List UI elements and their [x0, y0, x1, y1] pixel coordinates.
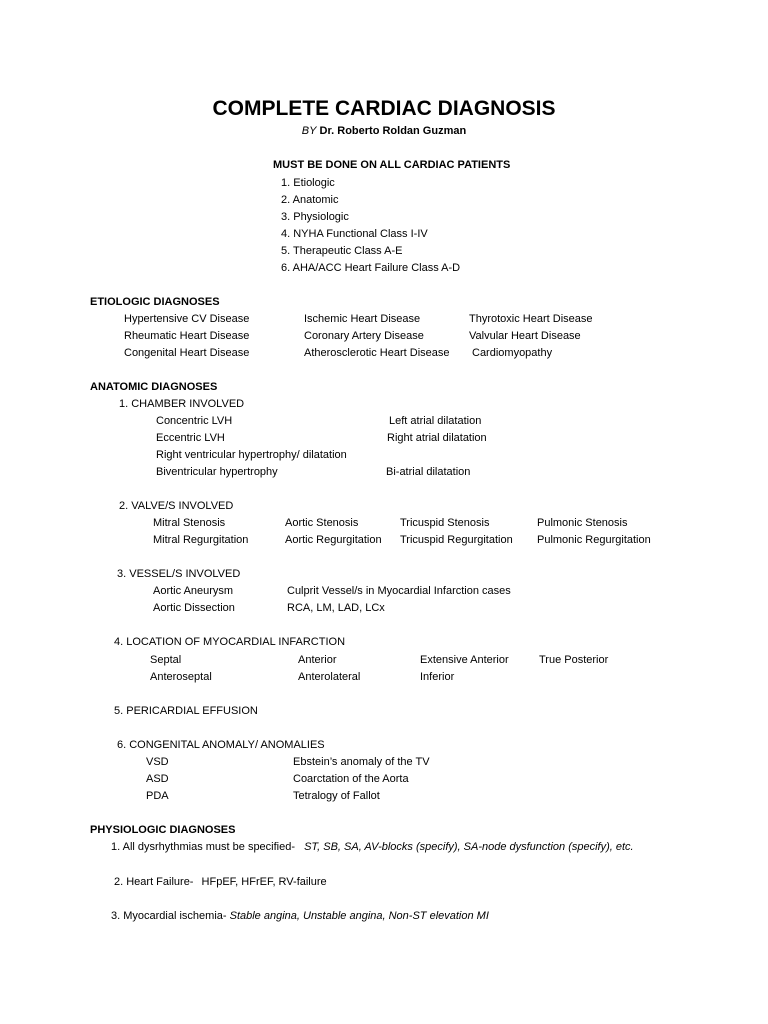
- mi-location-item: Extensive Anterior: [420, 654, 509, 666]
- vessel-item: RCA, LM, LAD, LCx: [287, 602, 385, 614]
- valve-item: Pulmonic Regurgitation: [537, 534, 651, 546]
- author-name: Dr. Roberto Roldan Guzman: [319, 125, 467, 137]
- mi-location-heading: 4. LOCATION OF MYOCARDIAL INFARCTION: [114, 636, 346, 648]
- chamber-item: Biventricular hypertrophy: [156, 466, 278, 478]
- chamber-item: Right ventricular hypertrophy/ dilatation: [156, 449, 347, 461]
- mi-location-item: Anteroseptal: [150, 671, 212, 683]
- anatomic-heading: ANATOMIC DIAGNOSES: [90, 381, 218, 393]
- chamber-item: Concentric LVH: [156, 415, 233, 427]
- valve-item: Tricuspid Stenosis: [400, 517, 490, 529]
- etiologic-item: Atherosclerotic Heart Disease: [304, 347, 450, 359]
- chamber-item: Bi-atrial dilatation: [386, 466, 471, 478]
- document-title: COMPLETE CARDIAC DIAGNOSIS: [212, 97, 556, 120]
- valve-item: Pulmonic Stenosis: [537, 517, 628, 529]
- list-item: 4. NYHA Functional Class I-IV: [281, 228, 428, 240]
- congenital-item: Ebstein’s anomaly of the TV: [293, 756, 430, 768]
- mi-location-item: Anterolateral: [298, 671, 361, 683]
- mi-location-item: Septal: [150, 654, 182, 666]
- physiologic-item-3: [111, 909, 489, 923]
- etiologic-item: Hypertensive CV Disease: [124, 313, 250, 325]
- physiologic-item-2-lead: 2. Heart Failure-: [114, 876, 194, 888]
- congenital-item: ASD: [146, 773, 169, 785]
- etiologic-item: Rheumatic Heart Disease: [124, 330, 250, 342]
- etiologic-item: Thyrotoxic Heart Disease: [469, 313, 593, 325]
- etiologic-item: Valvular Heart Disease: [469, 330, 581, 342]
- physiologic-item-1: [111, 840, 634, 854]
- list-item: 2. Anatomic: [281, 194, 339, 206]
- author-byline: [0, 124, 768, 138]
- physiologic-item-2-detail: HFpEF, HFrEF, RV-failure: [201, 876, 327, 888]
- list-item: 6. AHA/ACC Heart Failure Class A-D: [281, 262, 461, 274]
- vessel-heading: 3. VESSEL/S INVOLVED: [117, 568, 241, 580]
- must-be-done-heading: MUST BE DONE ON ALL CARDIAC PATIENTS: [273, 159, 511, 171]
- chamber-item: Eccentric LVH: [156, 432, 225, 444]
- chamber-item: Right atrial dilatation: [387, 432, 487, 444]
- congenital-item: Coarctation of the Aorta: [293, 773, 409, 785]
- valve-item: Aortic Stenosis: [285, 517, 359, 529]
- chamber-item: Left atrial dilatation: [389, 415, 482, 427]
- mi-location-item: Anterior: [298, 654, 337, 666]
- etiologic-item: Coronary Artery Disease: [304, 330, 424, 342]
- congenital-heading: 6. CONGENITAL ANOMALY/ ANOMALIES: [117, 739, 325, 751]
- congenital-item: VSD: [146, 756, 169, 768]
- vessel-item: Aortic Aneurysm: [153, 585, 234, 597]
- physiologic-item-3-lead: 3. Myocardial ischemia-: [111, 910, 227, 922]
- physiologic-item-3-detail: Stable angina, Unstable angina, Non-ST elevation MI: [229, 910, 489, 922]
- physiologic-item-1-lead: 1. All dysrhythmias must be specified-: [111, 841, 296, 853]
- mi-location-item: Inferior: [420, 671, 455, 683]
- list-item: 5. Therapeutic Class A-E: [281, 245, 403, 257]
- pericardial-heading: 5. PERICARDIAL EFFUSION: [114, 705, 258, 717]
- vessel-item: Aortic Dissection: [153, 602, 235, 614]
- valve-item: Mitral Regurgitation: [153, 534, 249, 546]
- valve-item: Mitral Stenosis: [153, 517, 226, 529]
- chamber-heading: 1. CHAMBER INVOLVED: [119, 398, 245, 410]
- congenital-item: Tetralogy of Fallot: [293, 790, 380, 802]
- by-prefix: BY: [301, 125, 317, 137]
- etiologic-item: Ischemic Heart Disease: [304, 313, 421, 325]
- list-item: 1. Etiologic: [281, 177, 335, 189]
- valve-item: Tricuspid Regurgitation: [400, 534, 513, 546]
- physiologic-item-2: [114, 875, 327, 889]
- congenital-item: PDA: [146, 790, 169, 802]
- mi-location-item: True Posterior: [539, 654, 609, 666]
- list-item: 3. Physiologic: [281, 211, 349, 223]
- vessel-item: Culprit Vessel/s in Myocardial Infarction cases: [287, 585, 511, 597]
- physiologic-heading: PHYSIOLOGIC DIAGNOSES: [90, 824, 236, 836]
- etiologic-heading: ETIOLOGIC DIAGNOSES: [90, 296, 220, 308]
- valve-item: Aortic Regurgitation: [285, 534, 382, 546]
- etiologic-item: Congenital Heart Disease: [124, 347, 250, 359]
- physiologic-item-1-detail: ST, SB, SA, AV-blocks (specify), SA-node dysfunction (specify), etc.: [304, 841, 634, 853]
- etiologic-item: Cardiomyopathy: [472, 347, 553, 359]
- valve-heading: 2. VALVE/S INVOLVED: [119, 500, 234, 512]
